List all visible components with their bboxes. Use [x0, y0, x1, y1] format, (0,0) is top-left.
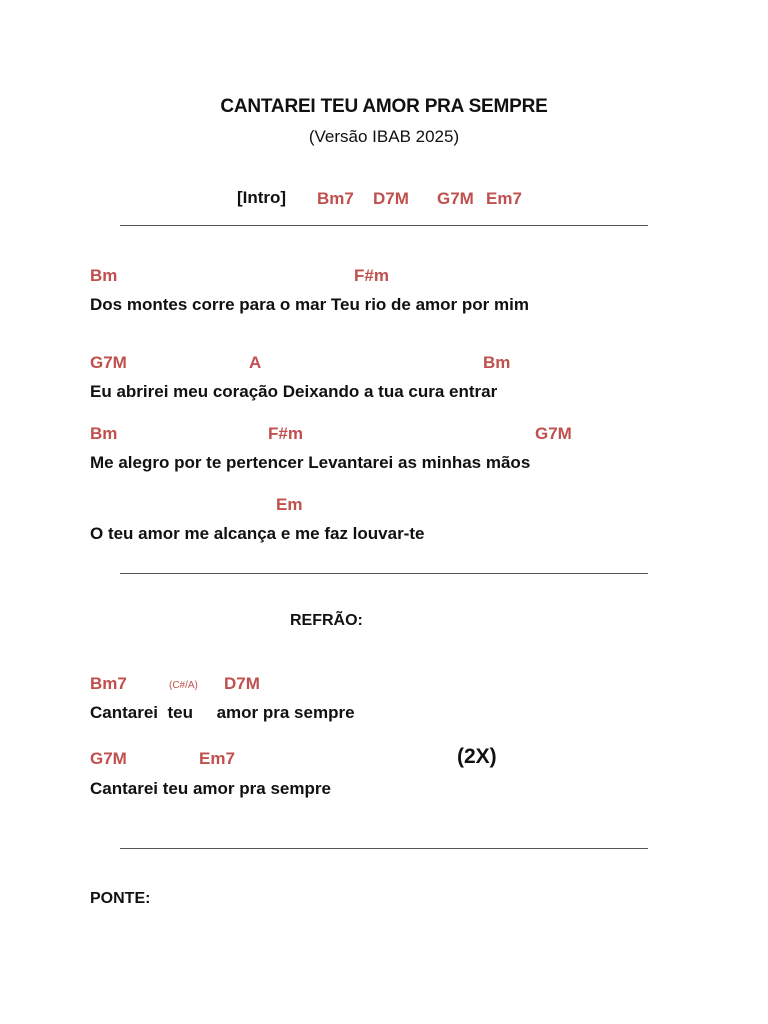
- intro-chord: D7M: [373, 189, 409, 208]
- intro-chord: Bm7: [317, 189, 354, 208]
- song-version: (Versão IBAB 2025): [308, 127, 460, 146]
- verse-chord: F#m: [354, 266, 389, 285]
- chorus-chord: G7M: [90, 749, 127, 768]
- chorus-lyric-line: Cantarei teu amor pra sempre: [90, 779, 331, 798]
- intro-label: [Intro]: [237, 188, 287, 207]
- verse-lyric-line: Eu abrirei meu coração Deixando a tua cura entrar: [90, 382, 498, 401]
- chorus-lyric-line: Cantarei teu amor pra sempre: [90, 703, 355, 722]
- chorus-chord-passing: (C#/A): [169, 680, 198, 691]
- verse-chord: G7M: [535, 424, 572, 443]
- section-divider: [120, 848, 648, 849]
- repeat-marker: (2X): [457, 745, 497, 768]
- verse-chord: Bm: [90, 424, 118, 443]
- verse-chord: A: [249, 353, 262, 372]
- chorus-chord: Em7: [199, 749, 235, 768]
- chorus-chord: Bm7: [90, 674, 127, 693]
- section-divider: [120, 573, 648, 574]
- verse-chord: F#m: [268, 424, 303, 443]
- verse-lyric-line: Me alegro por te pertencer Levantarei as minhas mãos: [90, 453, 531, 472]
- section-divider: [120, 225, 648, 226]
- song-title: CANTAREI TEU AMOR PRA SEMPRE: [220, 96, 548, 117]
- intro-chord: G7M: [437, 189, 474, 208]
- intro-chord: Em7: [486, 189, 522, 208]
- bridge-label: PONTE:: [90, 890, 151, 907]
- chorus-chord: D7M: [224, 674, 260, 693]
- verse-lyric-line: Dos montes corre para o mar Teu rio de amor por mim: [90, 295, 529, 314]
- verse-chord: Em: [276, 495, 303, 514]
- verse-chord: Bm: [90, 266, 118, 285]
- chorus-label: REFRÃO:: [290, 612, 363, 629]
- verse-chord: Bm: [483, 353, 511, 372]
- verse-lyric-line: O teu amor me alcança e me faz louvar-te: [90, 524, 425, 543]
- verse-chord: G7M: [90, 353, 127, 372]
